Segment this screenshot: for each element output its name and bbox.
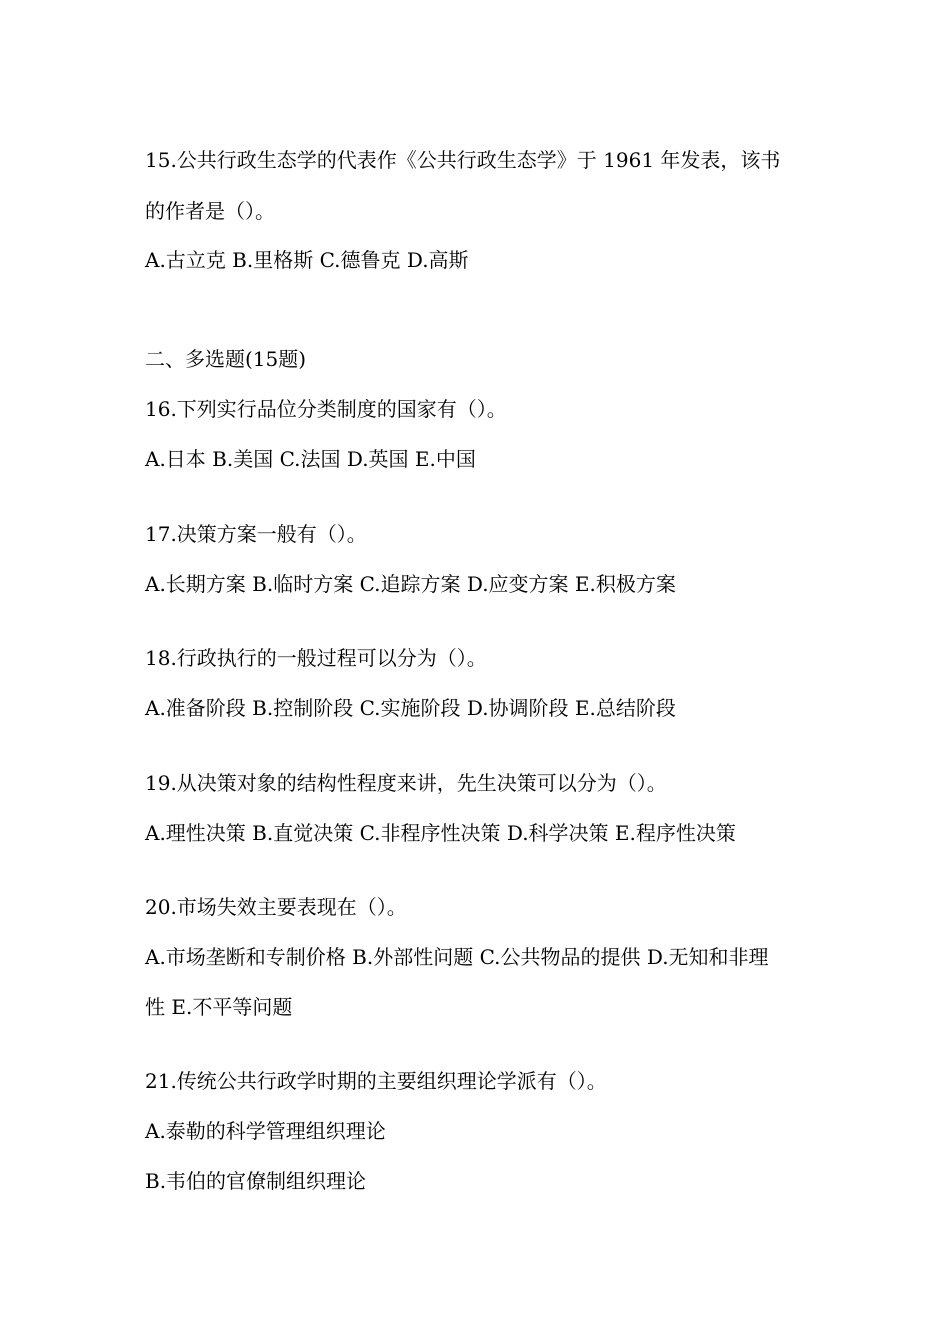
question-21-option-a: A.泰勒的科学管理组织理论 <box>145 1119 386 1143</box>
question-16-options: A.日本 B.美国 C.法国 D.英国 E.中国 <box>145 447 476 471</box>
question-19-options: A.理性决策 B.直觉决策 C.非程序性决策 D.科学决策 E.程序性决策 <box>145 821 736 845</box>
question-16-stem: 16.下列实行品位分类制度的国家有（）。 <box>145 397 507 421</box>
section-2-heading: 二、多选题(15题) <box>145 347 307 371</box>
question-19-stem: 19.从决策对象的结构性程度来讲，先生决策可以分为（）。 <box>145 771 667 795</box>
question-20-stem: 20.市场失效主要表现在（）。 <box>145 895 407 919</box>
question-15-options: A.古立克 B.里格斯 C.德鲁克 D.高斯 <box>145 248 469 272</box>
question-17-options: A.长期方案 B.临时方案 C.追踪方案 D.应变方案 E.积极方案 <box>145 572 676 596</box>
question-18-options: A.准备阶段 B.控制阶段 C.实施阶段 D.协调阶段 E.总结阶段 <box>145 696 676 720</box>
question-20-options-line1: A.市场垄断和专制价格 B.外部性问题 C.公共物品的提供 D.无知和非理 <box>145 945 769 969</box>
question-15-stem-line2: 的作者是（）。 <box>145 199 275 223</box>
question-21-option-b: B.韦伯的官僚制组织理论 <box>145 1169 367 1193</box>
question-17-stem: 17.决策方案一般有（）。 <box>145 522 367 546</box>
question-20-options-line2: 性 E.不平等问题 <box>145 995 293 1019</box>
question-18-stem: 18.行政执行的一般过程可以分为（）。 <box>145 646 487 670</box>
question-15-stem-line1: 15.公共行政生态学的代表作《公共行政生态学》于 1961 年发表，该书 <box>145 148 781 172</box>
question-21-stem: 21.传统公共行政学时期的主要组织理论学派有（）。 <box>145 1069 607 1093</box>
